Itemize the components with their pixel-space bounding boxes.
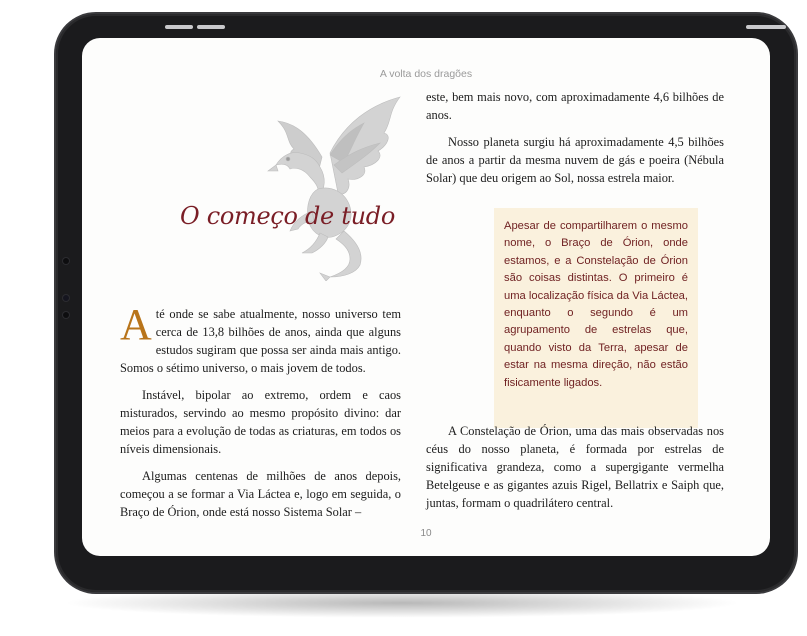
dragon-illustration [260,93,404,281]
paragraph-3: Algumas centenas de milhões de anos depois, começou a se formar a Via Láctea e, logo em seguida, o Braço de Órion, onde está nosso Sistema Solar – [120,469,401,519]
sidebar-text: Apesar de compartilharem o mesmo nome, o Braço de Órion, onde estamos, e a Constelação de Órion são coisas distintas. O primeiro é uma localização física da Via Láctea, enquanto o segundo é um agrupamento de estrelas que, quando visto da Terra, apesar de estar na mesma direção, não estão fisicamente ligados. [504,220,688,389]
tablet-shadow [62,588,742,618]
volume-down-button [197,25,225,29]
camera-sensor [63,258,69,264]
left-column [120,300,401,521]
volume-up-button [165,25,193,29]
reader-screen[interactable] [82,38,770,556]
sidebar-callout [494,208,698,428]
page-number: 10 [420,528,432,539]
book-title: A volta dos dragões [379,68,473,80]
camera-icon [63,295,69,301]
paragraph-2: Instável, bipolar ao extremo, ordem e caos misturados, servindo ao mesmo propósito divino: dar meios para a evolução de todas as criaturas, em todos os níveis dimensionais. [120,388,401,456]
paragraph-6: A Constelação de Órion, uma das mais observadas nos céus do nosso planeta, é formada por estrelas de significativa grandeza, como a supergigante vermelha Betelgeuse e as gigantes azuis Rigel, Bellatrix e Saiph que, juntas, formam o quadrilátero central. [426,424,724,510]
right-column-bottom [426,422,724,512]
right-column-top [426,88,724,187]
paragraph-1 [120,300,401,377]
paragraph-5: Nosso planeta surgiu há aproximadamente 4,5 bilhões de anos a partir da mesma nuvem de gás e poeira (Nébula Solar) que deu origem ao Sol, nossa estrela maior. [426,135,724,185]
chapter-title: O começo de tudo [180,202,395,230]
drop-cap: A [120,300,152,349]
paragraph-1-text: té onde se sabe atualmente, nosso universo tem cerca de 13,8 bilhões de anos, ainda que alguns estudos sugiram que possa ser ainda mais antigo. Somos o sétimo universo, o mais jovem de todos. [120,307,401,375]
magnet-sensor [63,312,69,318]
paragraph-4: este, bem mais novo, com aproximadamente 4,6 bilhões de anos. [426,90,724,122]
power-button [746,25,786,29]
